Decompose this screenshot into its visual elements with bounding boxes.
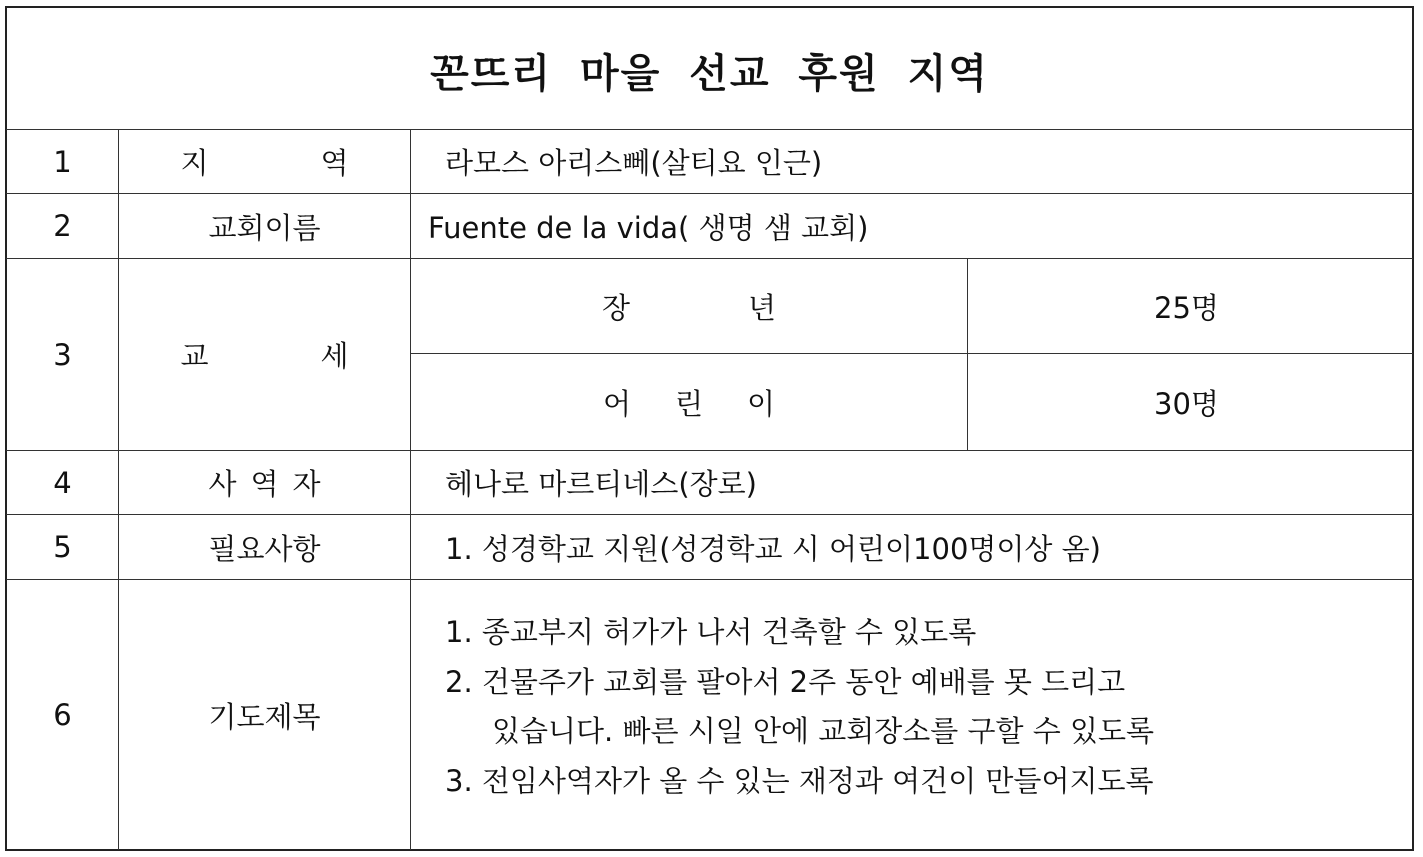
- row-number: 3: [53, 337, 72, 372]
- row-value: 라모스 아리스뻬(살티요 인근): [445, 146, 823, 180]
- row-number: 1: [53, 144, 72, 179]
- sub-value-children: 30명: [1154, 386, 1219, 421]
- row-label: 교 세: [180, 339, 349, 373]
- column-divider: [410, 129, 411, 850]
- row-label: 지 역: [180, 146, 349, 180]
- row-label: 필요사항: [208, 531, 321, 566]
- sub-value-adults: 25명: [1154, 290, 1219, 325]
- sub-label-adults: 장 년: [601, 290, 777, 325]
- sub-label-children: 어 린 이: [602, 386, 776, 421]
- row-value: 1. 성경학교 지원(성경학교 시 어린이100명이상 옴): [445, 531, 1101, 566]
- row-value: Fuente de la vida( 생명 샘 교회): [428, 210, 869, 245]
- prayer-list: [445, 608, 1154, 806]
- row-number: 4: [53, 465, 72, 500]
- row-value: 헤나로 마르티네스(장로): [445, 467, 757, 501]
- row-label: 교회이름: [208, 210, 321, 245]
- row-number: 2: [53, 209, 72, 243]
- row-number: 6: [53, 698, 72, 732]
- row-number: 5: [53, 530, 72, 564]
- page-title: 꼰뜨리 마을 선교 후원 지역: [430, 50, 989, 97]
- row-label: 기도제목: [208, 699, 321, 734]
- prayer-item-continuation: 있습니다. 빠른 시일 안에 교회장소를 구할 수 있도록: [492, 714, 1155, 748]
- prayer-item: 1. 종교부지 허가가 나서 건축할 수 있도록: [445, 615, 977, 649]
- prayer-item: 3. 전임사역자가 올 수 있는 재정과 여건이 만들어지도록: [445, 763, 1154, 798]
- prayer-item: 2. 건물주가 교회를 팔아서 2주 동안 예배를 못 드리고: [445, 664, 1126, 699]
- row-label: 사 역 자: [208, 467, 321, 501]
